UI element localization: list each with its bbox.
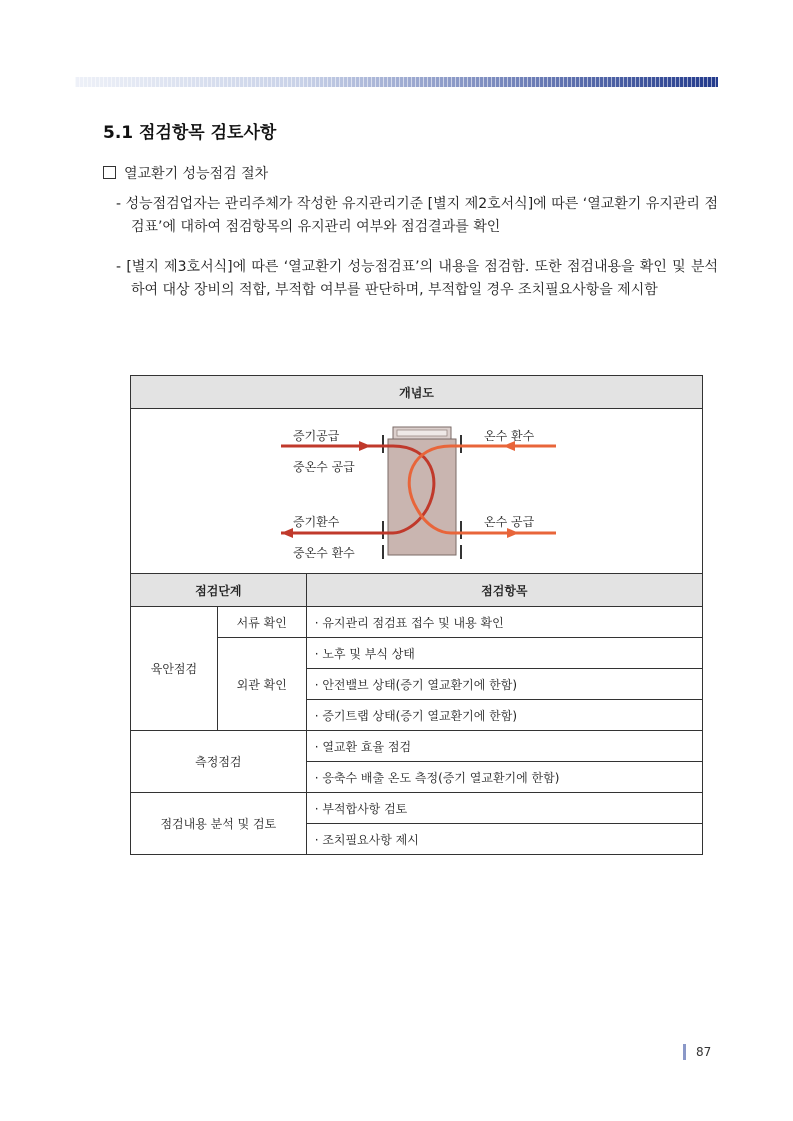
table-row-item: · 부적합사항 검토 [306,793,702,824]
table-row-item: · 증기트랩 상태(증기 열교환기에 한함) [306,700,702,731]
col-header-items: 점검항목 [306,574,702,607]
arrow-icon [281,528,293,538]
table-row-item: · 유지관리 점검표 접수 및 내용 확인 [306,607,702,638]
table-row-item: · 노후 및 부식 상태 [306,638,702,669]
label-warm-water-return: 온수 환수 [484,429,535,443]
stage-visual: 육안점검 [131,607,218,731]
arrow-icon [507,528,519,538]
sub-heading [103,163,268,183]
sub-stage-documents: 서류 확인 [217,607,306,638]
paragraph-2: - [별지 제3호서식]에 따른 ‘열교환기 성능점검표’의 내용을 점검함. 또한 점검내용을 확인 및 분석하여 대상 장비의 적합, 부적합 여부를 판단하며, 부적합일 경우 조치필요사항을 제시함 [116,259,718,298]
diagram-cell [131,409,703,574]
checkbox-icon [103,166,116,179]
table-row-item: · 열교환 효율 점검 [306,731,702,762]
inspection-table [130,375,703,855]
diagram-header: 개념도 [131,376,703,409]
label-hot-water-supply: 중온수 공급 [293,460,355,474]
stage-measure: 측정점검 [131,731,307,793]
table-row-item: · 안전밸브 상태(증기 열교환기에 한함) [306,669,702,700]
paragraph-1: - 성능점검업자는 관리주체가 작성한 유지관리기준 [별지 제2호서식]에 따른 ‘열교환기 유지관리 점검표’에 대하여 점검항목의 유지관리 여부와 점검결과를 확인 [116,196,718,235]
label-steam-supply: 증기공급 [293,429,340,443]
col-header-stage: 점검단계 [131,574,307,607]
section-title: 5.1 점검항목 검토사항 [103,123,277,143]
sub-heading-text: 열교환기 성능점검 절차 [124,166,269,182]
header-decor-bar [75,77,718,87]
heat-exchanger-diagram [131,409,702,573]
label-steam-return: 증기환수 [293,515,340,529]
stage-analysis: 점검내용 분석 및 검토 [131,793,307,855]
label-hot-water-return: 중온수 환수 [293,546,355,560]
label-warm-water-supply: 온수 공급 [484,515,535,529]
arrow-icon [359,441,371,451]
table-row-item: · 응축수 배출 온도 측정(증기 열교환기에 한함) [306,762,702,793]
page-number: 87 [683,1044,711,1060]
sub-stage-exterior: 외관 확인 [217,638,306,731]
table-row-item: · 조치필요사항 제시 [306,824,702,855]
